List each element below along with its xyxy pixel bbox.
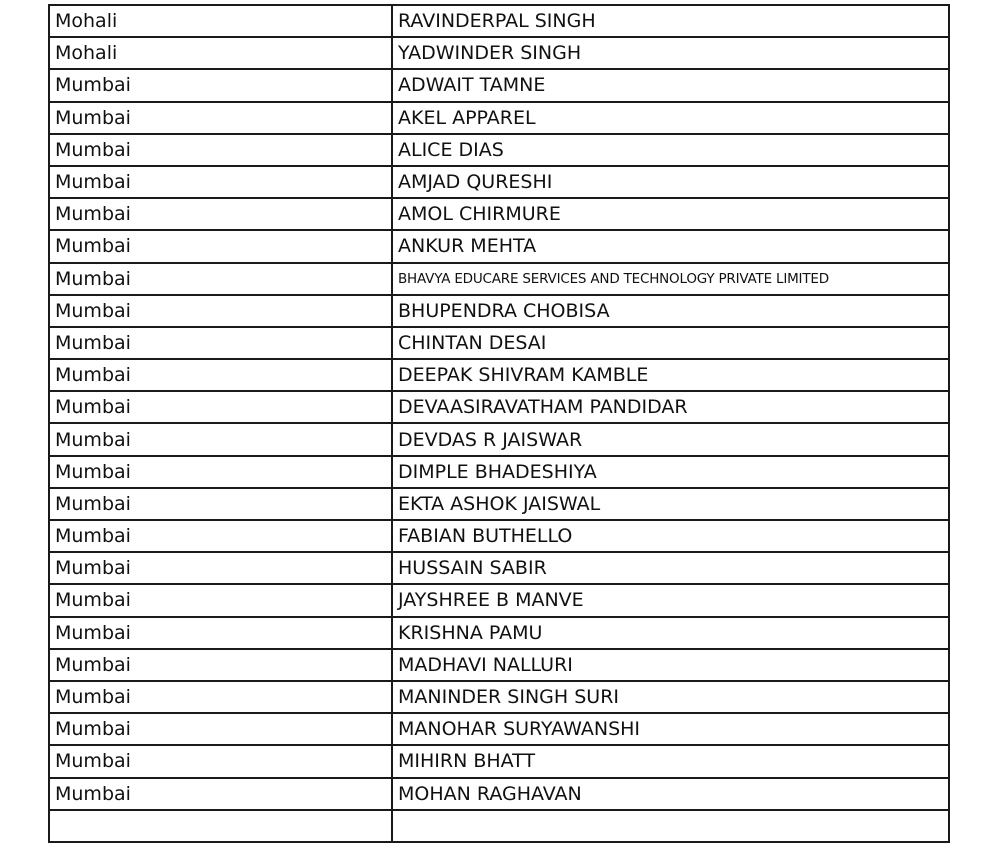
city-cell[interactable]: Mumbai <box>49 166 392 198</box>
name-cell[interactable]: EKTA ASHOK JAISWAL <box>392 488 949 520</box>
table-row <box>49 649 949 681</box>
name-cell[interactable]: BHUPENDRA CHOBISA <box>392 295 949 327</box>
name-cell[interactable]: BHAVYA EDUCARE SERVICES AND TECHNOLOGY PRIVATE LIMITED <box>392 263 949 295</box>
city-cell[interactable]: Mumbai <box>49 713 392 745</box>
data-grid <box>48 4 950 843</box>
table-row <box>49 488 949 520</box>
table-row <box>49 5 949 37</box>
name-cell[interactable]: RAVINDERPAL SINGH <box>392 5 949 37</box>
name-cell[interactable]: MADHAVI NALLURI <box>392 649 949 681</box>
table-row <box>49 617 949 649</box>
name-cell[interactable]: DEVDAS R JAISWAR <box>392 423 949 455</box>
name-cell[interactable]: ADWAIT TAMNE <box>392 69 949 101</box>
table-row <box>49 810 949 842</box>
name-cell[interactable]: AMOL CHIRMURE <box>392 198 949 230</box>
table-row <box>49 166 949 198</box>
table-row <box>49 263 949 295</box>
name-cell[interactable]: ALICE DIAS <box>392 134 949 166</box>
name-cell[interactable]: MANINDER SINGH SURI <box>392 681 949 713</box>
table-row <box>49 37 949 69</box>
city-cell[interactable]: Mumbai <box>49 649 392 681</box>
table-row <box>49 456 949 488</box>
city-cell[interactable]: Mumbai <box>49 69 392 101</box>
city-cell[interactable]: Mumbai <box>49 198 392 230</box>
city-cell[interactable]: Mumbai <box>49 681 392 713</box>
name-cell[interactable]: MOHAN RAGHAVAN <box>392 778 949 810</box>
name-cell[interactable]: ANKUR MEHTA <box>392 230 949 262</box>
name-cell[interactable]: CHINTAN DESAI <box>392 327 949 359</box>
table-row <box>49 359 949 391</box>
city-cell[interactable]: Mumbai <box>49 134 392 166</box>
city-cell[interactable]: Mumbai <box>49 359 392 391</box>
table-row <box>49 423 949 455</box>
city-cell[interactable]: Mumbai <box>49 230 392 262</box>
city-cell[interactable]: Mumbai <box>49 520 392 552</box>
table-row <box>49 391 949 423</box>
table-row <box>49 745 949 777</box>
table-row <box>49 778 949 810</box>
name-cell[interactable]: DIMPLE BHADESHIYA <box>392 456 949 488</box>
table-row <box>49 230 949 262</box>
city-cell[interactable]: Mumbai <box>49 295 392 327</box>
city-cell[interactable] <box>49 810 392 842</box>
name-cell[interactable]: HUSSAIN SABIR <box>392 552 949 584</box>
city-cell[interactable]: Mumbai <box>49 745 392 777</box>
spreadsheet-table <box>48 4 950 843</box>
table-row <box>49 552 949 584</box>
table-row <box>49 713 949 745</box>
name-cell[interactable]: KRISHNA PAMU <box>392 617 949 649</box>
table-row <box>49 584 949 616</box>
name-cell[interactable]: YADWINDER SINGH <box>392 37 949 69</box>
table-row <box>49 134 949 166</box>
table-row <box>49 520 949 552</box>
table-row <box>49 102 949 134</box>
name-cell[interactable]: DEEPAK SHIVRAM KAMBLE <box>392 359 949 391</box>
name-cell[interactable]: FABIAN BUTHELLO <box>392 520 949 552</box>
table-row <box>49 198 949 230</box>
city-cell[interactable]: Mumbai <box>49 617 392 649</box>
name-cell[interactable]: DEVAASIRAVATHAM PANDIDAR <box>392 391 949 423</box>
city-cell[interactable]: Mumbai <box>49 423 392 455</box>
city-cell[interactable]: Mumbai <box>49 456 392 488</box>
name-cell[interactable]: JAYSHREE B MANVE <box>392 584 949 616</box>
table-row <box>49 681 949 713</box>
name-cell[interactable]: AMJAD QURESHI <box>392 166 949 198</box>
name-cell[interactable]: MIHIRN BHATT <box>392 745 949 777</box>
city-cell[interactable]: Mohali <box>49 5 392 37</box>
city-cell[interactable]: Mohali <box>49 37 392 69</box>
city-cell[interactable]: Mumbai <box>49 778 392 810</box>
name-cell[interactable]: AKEL APPAREL <box>392 102 949 134</box>
name-cell[interactable]: MANOHAR SURYAWANSHI <box>392 713 949 745</box>
city-cell[interactable]: Mumbai <box>49 552 392 584</box>
name-cell[interactable] <box>392 810 949 842</box>
city-cell[interactable]: Mumbai <box>49 102 392 134</box>
city-cell[interactable]: Mumbai <box>49 327 392 359</box>
table-row <box>49 69 949 101</box>
city-cell[interactable]: Mumbai <box>49 391 392 423</box>
city-cell[interactable]: Mumbai <box>49 488 392 520</box>
city-cell[interactable]: Mumbai <box>49 584 392 616</box>
table-row <box>49 327 949 359</box>
city-cell[interactable]: Mumbai <box>49 263 392 295</box>
table-row <box>49 295 949 327</box>
